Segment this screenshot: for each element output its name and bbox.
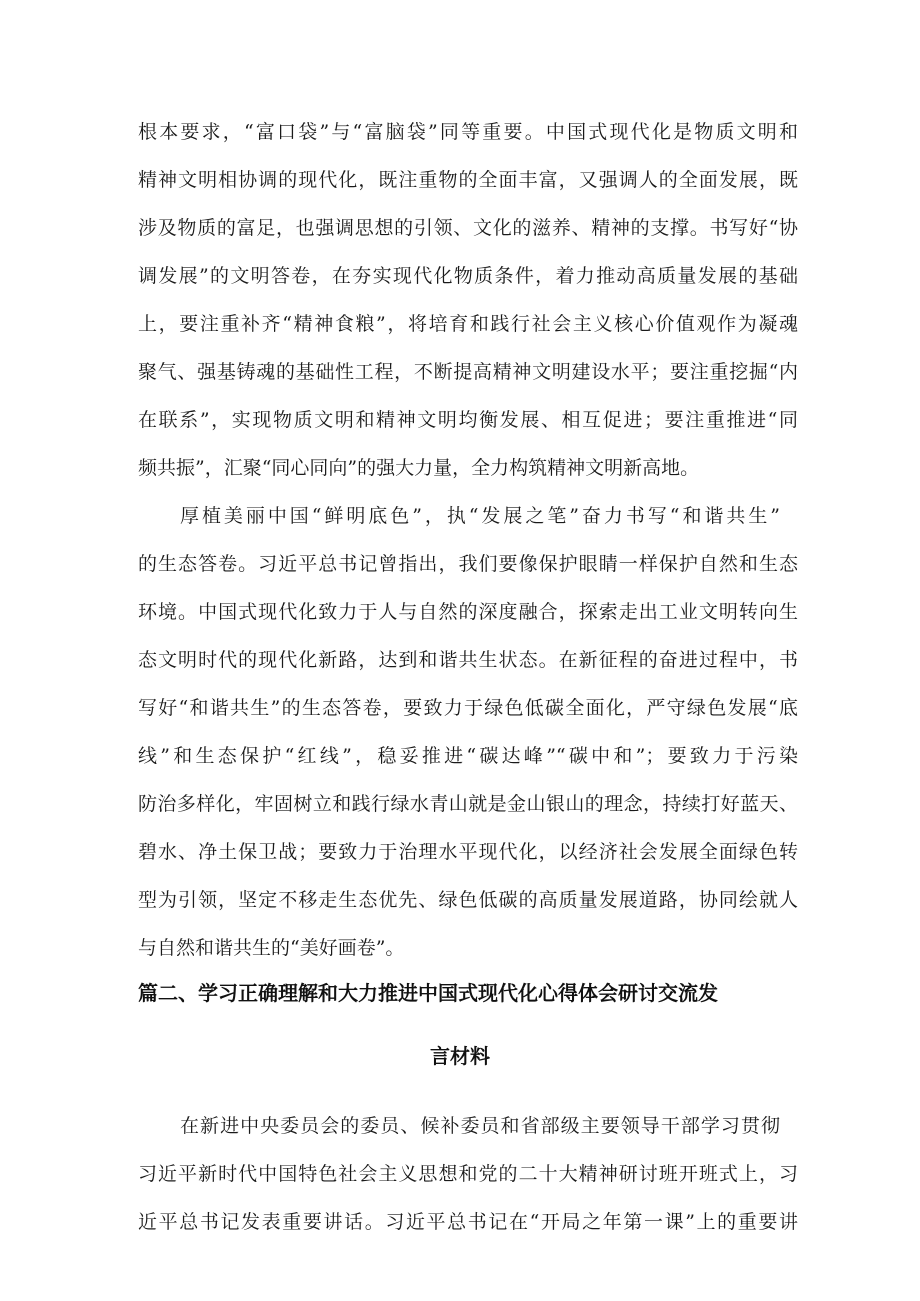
section-heading-line-1: 篇二、学习正确理解和大力推进中国式现代化心得体会研讨交流发 [138, 981, 718, 1005]
text-line: 根本要求，“富口袋”与“富脑袋”同等重要。中国式现代化是物质文明和 [138, 121, 798, 143]
text-line: 线”和生态保护“红线”，稳妥推进“碳达峰”“碳中和”；要致力于污染 [138, 745, 798, 767]
text-line: 环境。中国式现代化致力于人与自然的深度融合，探索走出工业文明转向生 [138, 601, 798, 623]
text-line: 在联系”，实现物质文明和精神文明均衡发展、相互促进；要注重推进“同 [138, 409, 798, 431]
text-line: 近平总书记发表重要讲话。习近平总书记在“开局之年第一课”上的重要讲 [138, 1211, 798, 1233]
text-line: 习近平新时代中国特色社会主义思想和党的二十大精神研讨班开班式上，习 [138, 1163, 798, 1185]
text-line: 在新进中央委员会的委员、候补委员和省部级主要领导干部学习贯彻 [180, 1115, 780, 1137]
text-line: 态文明时代的现代化新路，达到和谐共生状态。在新征程的奋进过程中，书 [138, 649, 798, 671]
text-line: 调发展”的文明答卷，在夯实现代化物质条件，着力推动高质量发展的基础 [138, 265, 798, 287]
text-line: 的生态答卷。习近平总书记曾指出，我们要像保护眼睛一样保护自然和生态 [138, 553, 798, 575]
text-line: 防治多样化，牢固树立和践行绿水青山就是金山银山的理念，持续打好蓝天、 [138, 793, 798, 815]
section-heading-line-2: 言材料 [430, 1044, 490, 1068]
text-line: 上，要注重补齐“精神食粮”，将培育和践行社会主义核心价值观作为凝魂 [138, 313, 798, 335]
text-line: 与自然和谐共生的“美好画卷”。 [138, 937, 405, 959]
text-line: 频共振”，汇聚“同心同向”的强大力量，全力构筑精神文明新高地。 [138, 457, 700, 479]
text-line: 写好“和谐共生”的生态答卷，要致力于绿色低碳全面化，严守绿色发展“底 [138, 697, 798, 719]
text-line: 碧水、净土保卫战；要致力于治理水平现代化，以经济社会发展全面绿色转 [138, 841, 798, 863]
text-line: 聚气、强基铸魂的基础性工程，不断提高精神文明建设水平；要注重挖掘“内 [138, 361, 798, 383]
text-line: 精神文明相协调的现代化，既注重物的全面丰富，又强调人的全面发展，既 [138, 169, 798, 191]
text-line: 涉及物质的富足，也强调思想的引领、文化的滋养、精神的支撑。书写好“协 [138, 217, 798, 239]
text-line: 型为引领，坚定不移走生态优先、绿色低碳的高质量发展道路，协同绘就人 [138, 889, 798, 911]
text-line: 厚植美丽中国“鲜明底色”，执“发展之笔”奋力书写“和谐共生” [180, 505, 780, 527]
